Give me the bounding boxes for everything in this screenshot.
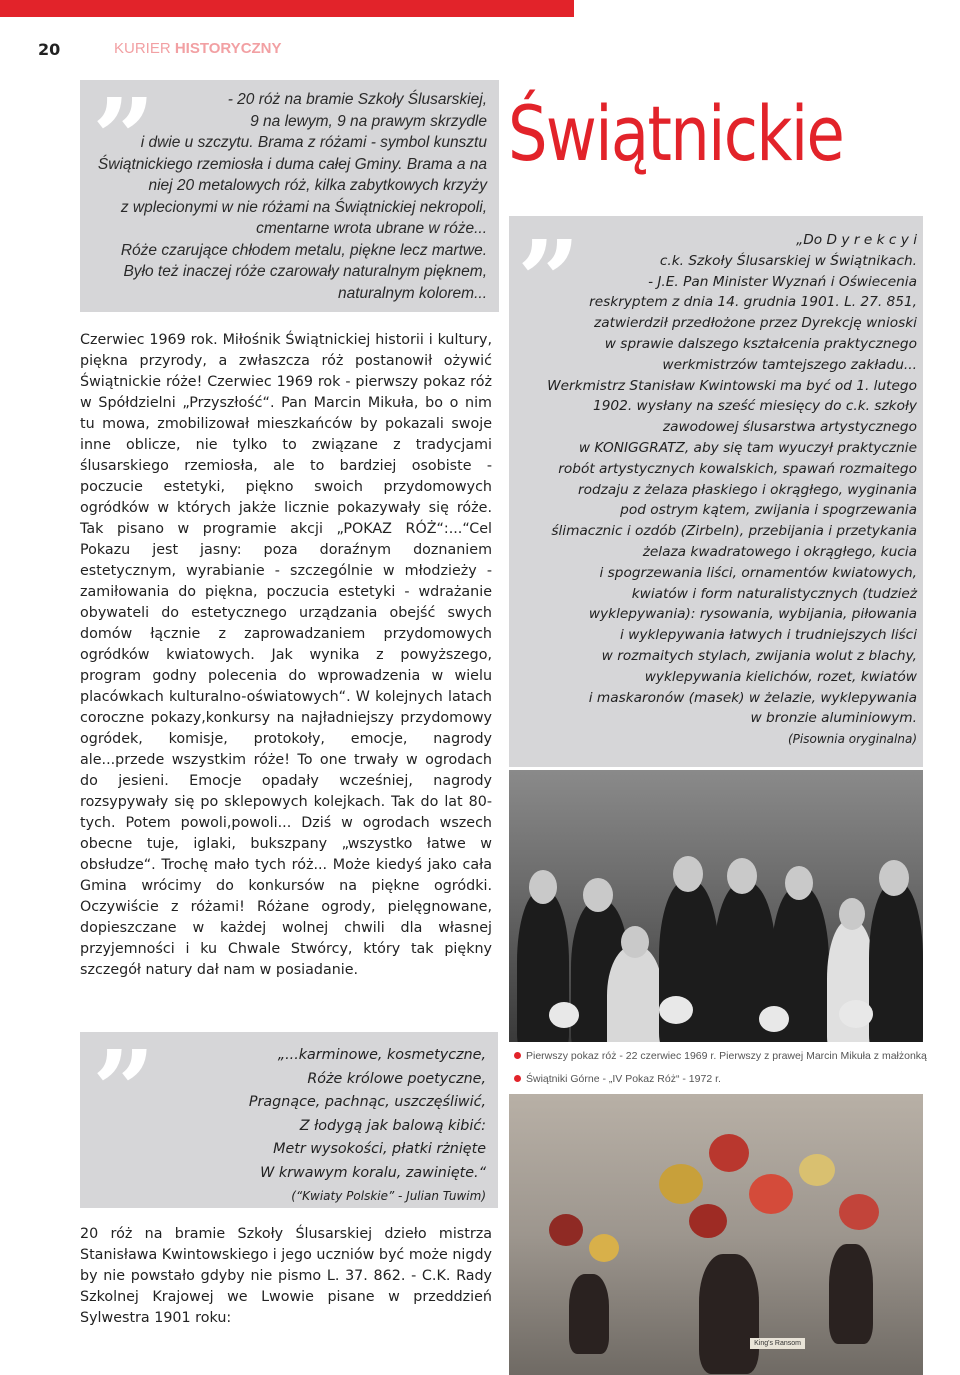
quote-line: i dwie u szczytu. Brama z różami - symbol kunsztu [140, 134, 487, 151]
caption-text: Pierwszy pokaz róż - 22 czerwiec 1969 r. Pierwszy z prawej Marcin Mikuła z małżonką [526, 1050, 927, 1062]
article-title: Świątnickie [508, 89, 844, 178]
quote-line: werkmistrzów tamtejszego zakładu... [662, 356, 917, 373]
quote-source: (“Kwiaty Polskie” - Julian Tuwim) [291, 1189, 486, 1203]
quote-line: 9 na lewym, 9 na prawym skrzydle [250, 112, 487, 130]
quote-line: 1902. wysłany na sześć miesięcy do c.k. szkoły [592, 398, 917, 415]
rose-bloom [799, 1154, 835, 1186]
brand-light: KURIER [114, 40, 175, 57]
article-body-closing: 20 róż na bramie Szkoły Ślusarskiej dzieło mistrza Stanisława Kwintowskiego i jego uczniów być może nigdy by nie powstało gdyby nie pismo L. 37. 862. - C.K. Rady Szkolnej Krajowej we Lwowie pisane w przeddzień Sylwestra 1901 roku: [80, 1226, 492, 1326]
intro-quote-text [87, 89, 487, 304]
rose-bloom [589, 1234, 619, 1262]
quote-line: W krwawym koralu, zawinięte.“ [260, 1164, 486, 1181]
caption-text: Świątniki Górne - „IV Pokaz Róż“ - 1972 r. [526, 1073, 721, 1085]
quote-mark-icon: ” [92, 1026, 148, 1155]
quote-line: wyklepywania kielichów, rozet, kwiatów [644, 668, 917, 685]
quote-line: Świątnickiego rzemiosła i duma całej Gminy. Brama a na [97, 155, 487, 173]
quote-line: Było też inaczej róże czarowały naturalnym pięknem, [123, 263, 487, 280]
publication-brand [114, 40, 282, 57]
quote-line: robót artystycznych kowalskich, spawań rozmaitego [558, 460, 917, 477]
rose-bloom [709, 1134, 749, 1172]
caption-item [514, 1073, 934, 1085]
rose-flower [839, 1000, 873, 1028]
quote-line: Pragnące, pachnąc, uszczęśliwić, [248, 1094, 486, 1110]
quote-line: „...karminowe, kosmetyczne, [277, 1047, 486, 1063]
document-quote-text [507, 230, 917, 750]
person-figure [869, 882, 923, 1042]
quote-line: naturalnym kolorem... [337, 284, 487, 302]
rose-flower [549, 1002, 579, 1028]
vase [569, 1274, 609, 1354]
document-quote-box [509, 216, 923, 767]
group-photo-1969 [509, 770, 923, 1042]
person-figure [607, 946, 663, 1042]
brand-bold: HISTORYCZNY [174, 40, 282, 57]
rose-bloom [749, 1174, 793, 1214]
person-face [529, 870, 557, 904]
quote-line: Róże królowe poetyczne, [307, 1070, 486, 1087]
article-body-main: Czerwiec 1969 rok. Miłośnik Świątnickiej historii i kultury, piękna przyrody, a zwłaszcza róż postanowił ożywić Świątnickie róże! Czerwiec 1969 rok - pierwszy pokaz róż w Spółdzielni „Przyszłość“. Pan Marcin Mikuła, bo o nim tu mowa, zmobilizował mieszkańców by pokazali swoje inne oblicze, nie tylko to związane z tradycjami ślusarskiego rzemiosła, ale to bardziej osobiste - poczucie estetyki, piękno swoich przydomowych ogródków w których jakże licznie pokazywały się róże. Tak pisano w programie akcji „POKAZ RÓŻ“:...“Cel Pokazu jest jasny: poza doraźnym doznaniem estetycznym, wyrabianie - szczególnie w młodzieży - zamiłowania do piękna, poczucia estetyki - wdrażanie obywateli do estetycznego urządzania obejść swych domów łącznie z zaprowadzaniem przydomowych ogródków kwiatowych. Jak wynika z powyższego, program godny polecenia do wprowadzenia w wielu placówkach kulturalno-oświatowych“. W kolejnych latach coroczne pokazy,konkursy na najładniejszy przydomowy ogródek, komisje, protokoły, emocje, nagrody ale...przede wszystkim róże! To one trwały w ogrodach do jesieni. Emocje opadały wcześniej, nagrody rozsypywały się po sklepowych kolejkach. Tak do lat 80-tych. Potem powoli,powoli... Dziś w ogrodach wszech obecne tuje, iglaki, bukszpany „wszystko łatwe w obsłudze“. Trochę mało tych róż... Może kiedyś jako cała Gmina wrócimy do konkursów na piękne ogródki. Oczywiście z różami! Różane ogrody, pielęgnowane, dopieszczane w każdej wolnej chwili dla własnej przyjemności i ku Chwale Stwórcy, który tak piękny szczegół natury dał nam w posiadanie. [80, 332, 492, 978]
quote-line: w rozmaitych stylach, zwijania wolut z blachy, [601, 647, 917, 664]
quote-line: i maskaronów (masek) w żelazie, wyklepywania [588, 689, 917, 706]
vase [829, 1244, 873, 1344]
rose-flower [759, 1006, 789, 1032]
vase [699, 1254, 759, 1374]
quote-line: Z łodygą jak balową kibić: [299, 1117, 486, 1134]
quote-line: „Do D y r e k c y i [796, 232, 917, 248]
person-face [839, 898, 865, 930]
variety-label: King's Ransom [750, 1338, 805, 1349]
bullet-icon [514, 1052, 521, 1059]
quote-line: żelaza kwadratowego i okrągłego, kucia [642, 543, 917, 560]
quote-line: niej 20 metalowych róż, kilka zabytkowych krzyży [148, 177, 487, 194]
quote-line: wyklepywania): rysowania, wybijania, piłowania [588, 606, 917, 623]
rose-bloom [839, 1194, 879, 1230]
quote-line: z wplecionymi w nie różami na Świątnickiej nekropoli, [120, 198, 487, 216]
quote-line: kwiatów i form naturalistycznych (tudzież [631, 585, 917, 602]
poem-quote-text [106, 1044, 486, 1209]
quote-source: (Pisownia oryginalna) [787, 732, 917, 747]
quote-mark-icon: ” [517, 216, 573, 345]
page-number: 20 [38, 40, 61, 59]
quote-line: - J.E. Pan Minister Wyznań i Oświecenia [648, 273, 917, 290]
rose-bloom [689, 1204, 727, 1238]
quote-line: w KONIGGRATZ, aby się tam wyuczył praktycznie [578, 439, 917, 456]
quote-line: reskryptem z dnia 14. grudnia 1901. L. 27. 851, [589, 294, 917, 311]
quote-line: i wyklepywania łatwych i trudniejszych liści [620, 627, 917, 644]
photo-captions [514, 1050, 934, 1096]
quote-line: Werkmistrz Stanisław Kwintowski ma być od 1. lutego [547, 377, 917, 394]
rose-bloom [659, 1164, 703, 1204]
caption-item [514, 1050, 934, 1062]
quote-line: cmentarne wrota ubrane w róże... [256, 220, 487, 237]
quote-line: Metr wysokości, płatki rżnięte [273, 1141, 486, 1157]
poem-quote-box [80, 1026, 498, 1208]
quote-line: c.k. Szkoły Ślusarskiej w Świątnikach. [659, 252, 917, 269]
rose-bloom [549, 1214, 583, 1246]
rose-show-photo-1972 [509, 1094, 923, 1375]
person-face [621, 926, 649, 958]
quote-line: pod ostrym kątem, zwijania i spogrzewania [620, 502, 917, 519]
bullet-icon [514, 1075, 521, 1082]
person-face [785, 866, 813, 900]
rose-flower [659, 996, 693, 1024]
quote-line: w bronzie aluminiowym. [750, 710, 917, 727]
quote-line: zawodowej ślusarstwa artystycznego [662, 419, 917, 436]
person-face [727, 858, 757, 894]
intro-quote-box [80, 74, 499, 312]
person-face [583, 878, 613, 912]
quote-line: zatwierdził przedłożone przez Dyrekcję wnioski [594, 315, 917, 332]
person-face [673, 856, 703, 892]
quote-line: - 20 róż na bramie Szkoły Ślusarskiej, [227, 91, 487, 108]
quote-line: rodzaju z żelaza płaskiego i okrągłego, wyginania [577, 481, 917, 498]
quote-line: Róże czarujące chłodem metalu, piękne lecz martwe. [120, 241, 487, 259]
person-face [879, 860, 909, 896]
quote-line: w sprawie dalszego kształcenia praktycznego [604, 335, 917, 352]
quote-mark-icon: ” [92, 74, 148, 203]
quote-line: i spogrzewania liści, ornamentów kwiatowych, [599, 564, 917, 581]
quote-line: ślimacznic i ozdób (Zirbeln), przebijania i przetykania [551, 523, 917, 540]
top-accent-bar [0, 0, 574, 17]
